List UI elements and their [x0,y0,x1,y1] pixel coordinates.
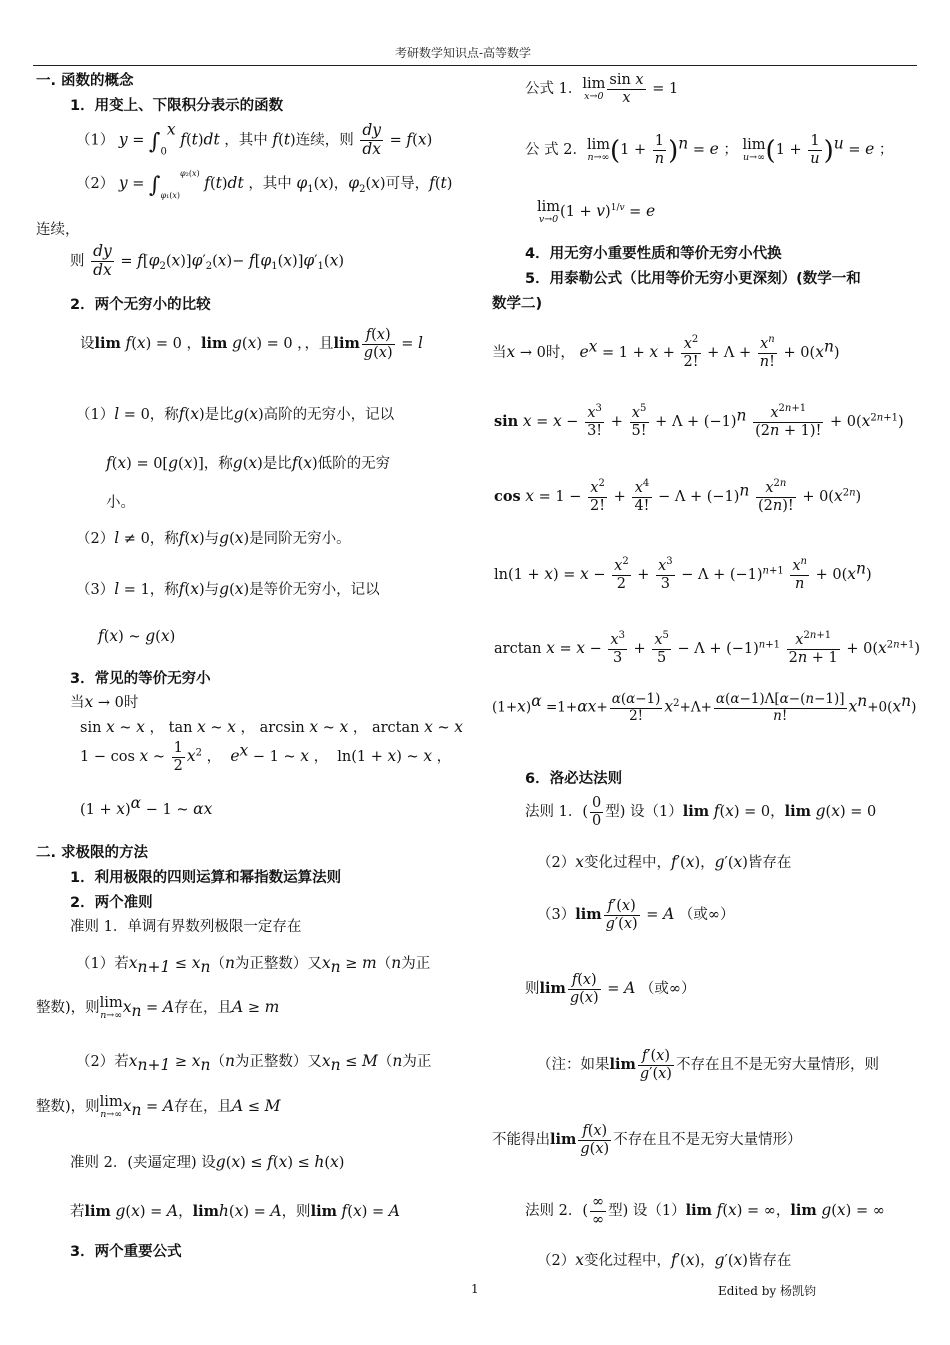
compare-setup: 设lim f(x) = 0 ，lim g(x) = 0 ，，且lim $\frac{f(x)}{g(x)}$ = l [80,327,423,361]
case-2-text-a: ，称 [149,531,179,547]
rule-1a-text-c: 为正整数）又 [234,956,322,972]
note-text-b: 不存在且不是无穷大量情形，则 [675,1057,879,1074]
lhopital-1-c2-tail: 皆存在 [747,855,792,871]
rule-1b-text-d: （ [377,1054,393,1070]
lhopital-1-c2-label: （2） [537,855,576,871]
case-2-label: （2） [76,531,115,547]
lhopital-2-c2-sep: ， [700,1253,715,1269]
equiv-when-tail: 时 [123,695,139,711]
compare-and: ，且 [304,336,334,353]
case-3-text-b: 与 [204,582,220,598]
lhopital-1-c2-text: 变化过程中， [583,855,671,871]
subsection-2-4: 4．用无穷小重要性质和等价无穷小代换 [525,246,782,262]
taylor-when-tail: 时， [545,345,575,362]
rule-1a-text-b: （ [210,956,225,972]
case-1-text-g: 小。 [106,495,135,511]
lhopital-1-text-a: 法则 1．( [525,804,588,821]
lhopital-2-c2-text: 变化过程中， [583,1253,671,1269]
lhopital-2-c2-tail: 皆存在 [747,1253,792,1269]
page-number: 1 [471,1282,479,1296]
lhopital-2-text-b: 型) 设（1） [608,1203,686,1220]
formula-1-2-text-a: ，其中 [248,176,292,192]
formula-1-1-label: （1） [76,132,115,149]
case-3-text-c: 是等价无穷小，记以 [249,582,380,598]
editor-credit: Edited by 杨凯钧 [718,1284,816,1298]
rule-2b: 若lim g(x) = A，limh(x) = A，则lim f(x) = A [70,1202,400,1220]
lhopital-1-then-text: 则 [525,981,540,998]
formula-important-1: 公式 1． lim x→0 $\frac{\text{sin x}}{x}$ = 1 [525,72,679,106]
formula-1-2-label: （2） [76,176,115,192]
note-text-c: 不能得出 [492,1132,550,1149]
rule-1b: （2）若$x_{n+1} \ge x_n(n$为正整数）又$x_n \le M(n$为正 [76,1052,432,1074]
lhopital-note-1: （注：如果lim $\frac{f'(x)}{g'(x)}$ 不存在且不是无穷大量情形，则 [537,1048,879,1082]
rule-2b-text-a: 若 [70,1204,85,1220]
case-1-label: （1） [76,407,115,423]
lhopital-1: 法则 1．( $\frac{0}{0}$ 型) 设（1）lim f(x) = 0，lim g(x) = 0 [525,795,877,829]
formula-1-label: 公式 1． [525,81,583,98]
rule-1a-text-d: （ [376,956,392,972]
taylor-arctan: arctan x = x − $\frac{x^3}{3}$ + $\frac{x^5}{5}$ − $\Lambda + (-1)^{n+1}$ $\frac{x^{2n+1}}{2n + 1}$ + $0(x^{2n+1})$ [494,630,921,666]
lhopital-1-c3-tail: （或∞） [678,907,735,924]
compare-case-2: （2）l ≠ 0，称f(x)与g(x)是同阶无穷小。 [76,529,351,547]
equiv-list-3: $(1 + x)^\alpha - 1$ ~ αx [80,794,213,818]
case-1-text-d: ，称 [203,456,233,472]
lhopital-1-cond2: （2）x变化过程中，f′(x)，g′(x)皆存在 [537,853,792,871]
rule-1b-cont: 整数)，则 lim n→∞ $x_n = A$存在，且A ≤ M [36,1094,281,1120]
note-text-a: （注：如果 [537,1057,610,1074]
case-2-text-b: 与 [204,531,220,547]
lhopital-1-text-b: 型) 设（1） [605,804,683,821]
compare-case-1b: f(x) = 0[g(x)]，称g(x)是比f(x)低阶的无穷 [106,454,391,472]
formula-1-3-then: 则 [70,253,85,270]
section-1-title: 一. 函数的概念 [36,73,134,89]
rule-1-title: 准则 1．单调有界数列极限一定存在 [70,919,302,935]
rule-1a-text-e: 为正 [401,956,431,972]
rule-1a: （1）若$x_{n+1} \le x_n(n$为正整数）又$x_n \ge m(n$为正 [76,954,431,976]
formula-2-sep: ； [723,142,738,159]
case-1-text-f: 低阶的无穷 [317,456,391,472]
formula-1-1-text-b: 连续，则 [295,132,354,149]
rule-1b-text-g: 存在，且 [174,1099,233,1115]
lhopital-2-text-a: 法则 2．( [525,1203,588,1220]
formula-1-2: （2） $y = \int_{\varphi_1(x)}^{\varphi_2(x)}$ f(t)dt ，其中 $\varphi_1(x)$，$\varphi_2(x)$可导，f(t) [76,169,453,200]
equiv-list-2: 1 − cos x ~ $\frac{1}{2}$ $x^2$ ， $e^x - 1$ ~ x ， ln(1 + x) ~ x ， [80,740,452,774]
rule-1a-text-f: 整数)，则 [36,1000,100,1016]
case-3-text-a: ，称 [149,582,179,598]
case-1-text-a: ，称 [149,407,179,423]
rule-1a-cont: 整数)，则 lim n→∞ $x_n = A$存在，且A ≥ m [36,995,280,1021]
formula-1-2-tail: 连续， [36,222,80,238]
taylor-sin: sin x = x − $\frac{x^3}{3!}$ + $\frac{x^5}{5!}$ + $\Lambda + (-1)^n$ $\frac{x^{2n+1}}{(2n + 1)!}$ + $0(x^{2n+1})$ [494,403,904,439]
case-1-text-e: 是比 [262,456,292,472]
rule-1b-text-c: 为正整数）又 [234,1054,322,1070]
lhopital-1-cond3: （3）lim $\frac{f'(x)}{g'(x)}$ = A （或∞） [537,898,735,932]
subsection-1-1: 1．用变上、下限积分表示的函数 [70,98,284,114]
formula-1-2-text-b: 可导， [385,176,430,192]
subsection-1-3: 3．常见的等价无穷小 [70,671,211,687]
equiv-when: 当x → 0时 [70,693,139,711]
formula-2-label: 公 式 2． [525,142,587,159]
lhopital-2-cond2: （2）x变化过程中，f′(x)，g′(x)皆存在 [537,1251,792,1269]
rule-2b-text-b: ， [178,1204,193,1220]
case-2-text-c: 是同阶无穷小。 [249,531,351,547]
rule-1b-text-b: （ [210,1054,225,1070]
lhopital-2-c2-label: （2） [537,1253,576,1269]
subsection-2-1: 1．利用极限的四则运算和幂指数运算法则 [70,870,342,886]
subsection-2-2: 2．两个准则 [70,895,153,911]
compare-set: 设 [80,336,95,353]
rule-1b-text-a: （2）若 [76,1054,129,1070]
subsection-2-5: 5．用泰勒公式（比用等价无穷小更深刻）(数学一和 [525,271,861,287]
note-text-d: 不存在且不是无穷大量情形） [613,1132,802,1149]
lhopital-1-c3-label: （3） [537,907,576,924]
subsection-2-6: 6．洛必达法则 [525,771,623,787]
lhopital-1-then-tail: （或∞） [639,981,696,998]
rule-1b-text-f: 整数)，则 [36,1099,100,1115]
equiv-list-1: sin x ~ x ， tan x ~ x ， arcsin x ~ x ， arctan x ~ x [80,718,463,736]
compare-case-1: （1）l = 0，称f(x)是比g(x)高阶的无穷小，记以 [76,405,395,423]
subsection-2-3: 3．两个重要公式 [70,1244,182,1260]
case-1-text-b: 是比 [204,407,234,423]
taylor-exp: 当x → 0时， $e^x = 1 + x$ + $\frac{x^2}{2!}$ + Λ + $\frac{x^n}{n!}$ + $0(x^n)$ [492,334,840,370]
rule-1b-text-e: 为正 [402,1054,432,1070]
lhopital-1-text-c: ， [770,804,785,821]
taylor-cos: cos x = 1 − $\frac{x^2}{2!}$ + $\frac{x^4}{4!}$ − $\Lambda + (-1)^n$ $\frac{x^{2n}}{(2n)!}$ + $0(x^{2n})$ [494,478,862,514]
taylor-ln: ln(1 + x) = x − $\frac{x^2}{2}$ + $\frac{x^3}{3}$ − $\Lambda + (-1)^{n+1}$ $\frac{x^n}{n}$ + $0(x^n)$ [494,556,872,592]
formula-1-3: 则 $\frac{dy}{dx}$ = $f[\varphi_2(x)]\varphi'_2(x)- f[\varphi_1(x)]\varphi'_1(x)$ [70,242,344,279]
rule-2b-text-c: ，则 [281,1204,311,1220]
lhopital-2-text-c: ， [775,1203,791,1220]
formula-1-1: （1） $y = \int_0^x$ f(t)dt ，其中 f(t)连续，则 $\frac{dy}{dx}$ = f(x) [76,120,433,158]
lhopital-1-then: 则lim $\frac{f(x)}{g(x)}$ = A （或∞） [525,972,696,1006]
case-3-equiv: f(x) ~ g(x) [98,627,176,645]
compare-case-3: （3）l = 1，称f(x)与g(x)是等价无穷小，记以 [76,580,380,598]
lhopital-1-c2-sep: ， [700,855,715,871]
section-2-title: 二. 求极限的方法 [36,845,149,861]
case-1-text-c: 高阶的无穷小，记以 [263,407,395,423]
header-rule [33,65,917,66]
rule-2: 准则 2．(夹逼定理) 设g(x) ≤ f(x) ≤ h(x) [70,1153,345,1171]
page-header-title: 考研数学知识点-高等数学 [395,46,532,60]
rule-1a-text-a: （1）若 [76,956,129,972]
case-3-label: （3） [76,582,115,598]
formula-important-2: 公 式 2． lim n→∞ (1 + $\frac{1}{n}$ )$^n$ = e ； lim u→∞ (1 + $\frac{1}{u}$ )$^u$ = e ； [525,133,894,167]
taylor-when: 当 [492,345,507,362]
formula-1-1-text-a: ，其中 [224,132,268,149]
subsection-1-2: 2．两个无穷小的比较 [70,297,211,313]
equiv-when-text: 当 [70,695,85,711]
lhopital-2: 法则 2．( $\frac{\infty}{\infty}$ 型) 设（1）lim f(x) = ∞，lim g(x) = ∞ [525,1194,885,1228]
subsection-2-5-cont: 数学二) [492,296,543,312]
rule-1a-text-g: 存在，且 [174,1000,233,1016]
lhopital-note-2: 不能得出lim $\frac{f(x)}{g(x)}$ 不存在且不是无穷大量情形） [492,1123,802,1157]
taylor-binomial: $(1+x)^\alpha =1+\alpha x+$ $\frac{\alpha(\alpha-1)}{2!}$ $x^2+\Lambda+$ $\frac{\alpha(\alpha-1)\Lambda[\alpha-(n-1)]}{n!}$ $x^n+0(x^n)$ [492,691,917,724]
formula-important-3: lim v→0 $(1 + v)^{1/v} = e$ [537,199,656,225]
rule-2-text: 准则 2．(夹逼定理) 设 [70,1155,216,1171]
